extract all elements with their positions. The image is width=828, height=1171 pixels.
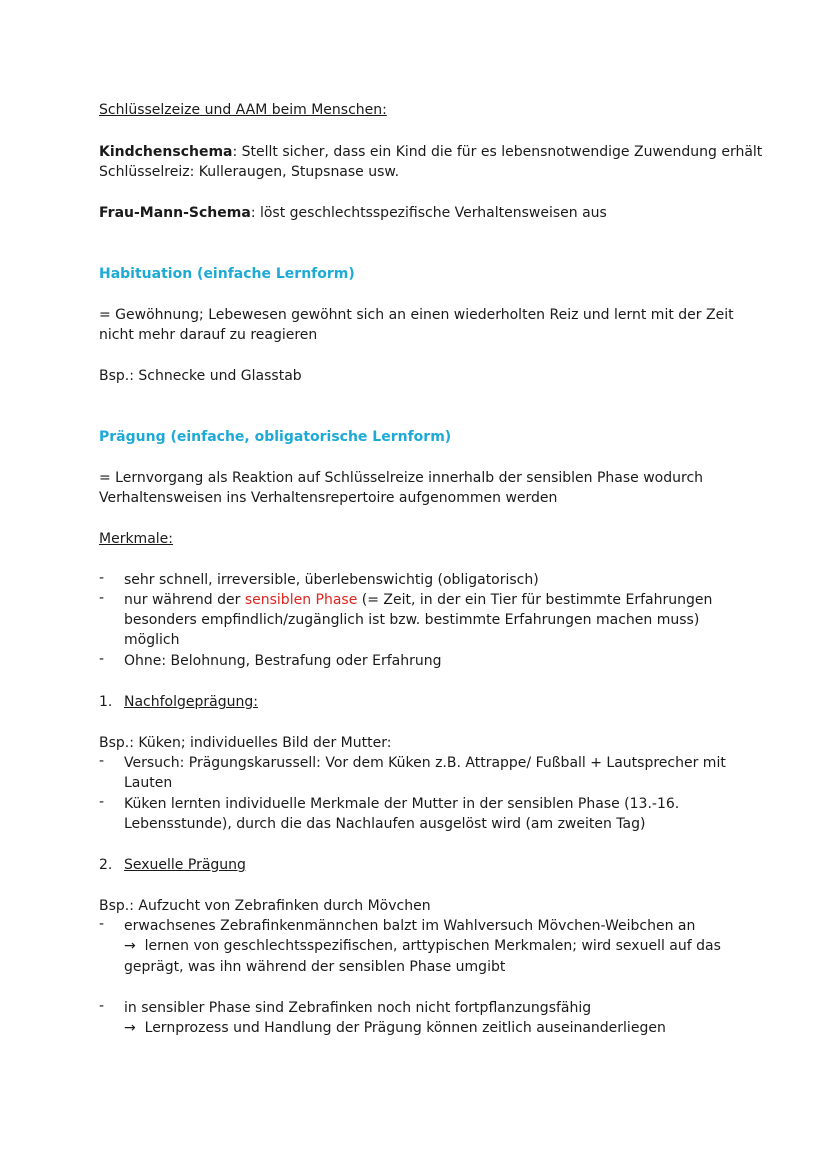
- sexuell-b1-line1: erwachsenes Zebrafinkenmännchen balzt im Wahlversuch Mövchen-Weibchen an: [124, 918, 696, 934]
- habituation-heading: Habituation (einfache Lernform): [99, 266, 355, 282]
- praegung-heading: Prägung (einfache, obligatorische Lernform): [99, 429, 452, 445]
- sexuell-b2-arrow-text: Lernprozess und Handlung der Prägung können zeitlich auseinanderliegen: [144, 1020, 666, 1036]
- fraumann-line: [99, 203, 607, 224]
- sexuell-title: Sexuelle Prägung: [124, 857, 246, 873]
- sexuell-b1-line3: geprägt, was ihn während der sensiblen Phase umgibt: [124, 959, 506, 975]
- list-number-2: 2.: [99, 857, 113, 873]
- kindchen-line: [99, 142, 762, 163]
- praegung-def-line1: = Lernvorgang als Reaktion auf Schlüsselreize innerhalb der sensiblen Phase wodurch: [99, 470, 704, 486]
- kindchen-line2: Schlüsselreiz: Kulleraugen, Stupsnase usw.: [99, 164, 400, 180]
- bullet-dash: -: [99, 998, 105, 1014]
- nachfolge-b1-line1: Versuch: Prägungskarussell: Vor dem Küken z.B. Attrappe/ Fußball + Lautsprecher mit: [124, 755, 726, 771]
- merkmale-title: Merkmale:: [99, 531, 173, 547]
- sensible-phase-term: sensiblen Phase: [244, 592, 358, 608]
- right-arrow-icon: →: [124, 938, 136, 954]
- bullet-dash: -: [99, 590, 105, 606]
- merkmal-2-line1: [124, 590, 712, 611]
- kindchen-text: : Stellt sicher, dass ein Kind die für es lebensnotwendige Zuwendung erhält: [232, 144, 763, 160]
- fraumann-label: Frau-Mann-Schema: [99, 205, 251, 221]
- habituation-def-line2: nicht mehr darauf zu reagieren: [99, 327, 318, 343]
- bullet-dash: -: [99, 916, 105, 932]
- habituation-def-line1: = Gewöhnung; Lebewesen gewöhnt sich an einen wiederholten Reiz und lernt mit der Zeit: [99, 307, 734, 323]
- sexuell-b1-arrow-line: [124, 936, 721, 957]
- merkmal-2-post: (= Zeit, in der ein Tier für bestimmte Erfahrungen: [357, 592, 713, 608]
- sexuell-b2-arrow-line: [124, 1018, 666, 1039]
- merkmal-2-pre: nur während der: [124, 592, 245, 608]
- sexuell-b2-line1: in sensibler Phase sind Zebrafinken noch nicht fortpflanzungsfähig: [124, 1000, 592, 1016]
- bullet-dash: -: [99, 753, 105, 769]
- nachfolge-example: Bsp.: Küken; individuelles Bild der Mutter:: [99, 735, 392, 751]
- fraumann-text: : löst geschlechtsspezifische Verhaltensweisen aus: [250, 205, 607, 221]
- merkmal-1: sehr schnell, irreversible, überlebenswichtig (obligatorisch): [124, 572, 539, 588]
- nachfolge-b2-line2: Lebensstunde), durch die das Nachlaufen ausgelöst wird (am zweiten Tag): [124, 816, 646, 832]
- merkmal-2-line3: möglich: [124, 632, 180, 648]
- bullet-dash: -: [99, 651, 105, 667]
- kindchen-label: Kindchenschema: [99, 144, 233, 160]
- nachfolge-b1-line2: Lauten: [124, 775, 173, 791]
- list-number-1: 1.: [99, 694, 113, 710]
- habituation-example: Bsp.: Schnecke und Glasstab: [99, 368, 302, 384]
- sexuell-b1-arrow-text: lernen von geschlechtsspezifischen, arttypischen Merkmalen; wird sexuell auf das: [144, 938, 721, 954]
- nachfolge-b2-line1: Küken lernten individuelle Merkmale der Mutter in der sensiblen Phase (13.-16.: [124, 796, 680, 812]
- sexuell-example: Bsp.: Aufzucht von Zebrafinken durch Mövchen: [99, 898, 431, 914]
- praegung-def-line2: Verhaltensweisen ins Verhaltensrepertoire aufgenommen werden: [99, 490, 558, 506]
- bullet-dash: -: [99, 570, 105, 586]
- merkmal-2-line2: besonders empfindlich/zugänglich ist bzw. bestimmte Erfahrungen machen muss): [124, 612, 700, 628]
- bullet-dash: -: [99, 794, 105, 810]
- right-arrow-icon: →: [124, 1020, 136, 1036]
- nachfolge-title: Nachfolgeprägung:: [124, 694, 258, 710]
- merkmal-3: Ohne: Belohnung, Bestrafung oder Erfahrung: [124, 653, 442, 669]
- intro-title: Schlüsselzeize und AAM beim Menschen:: [99, 102, 387, 118]
